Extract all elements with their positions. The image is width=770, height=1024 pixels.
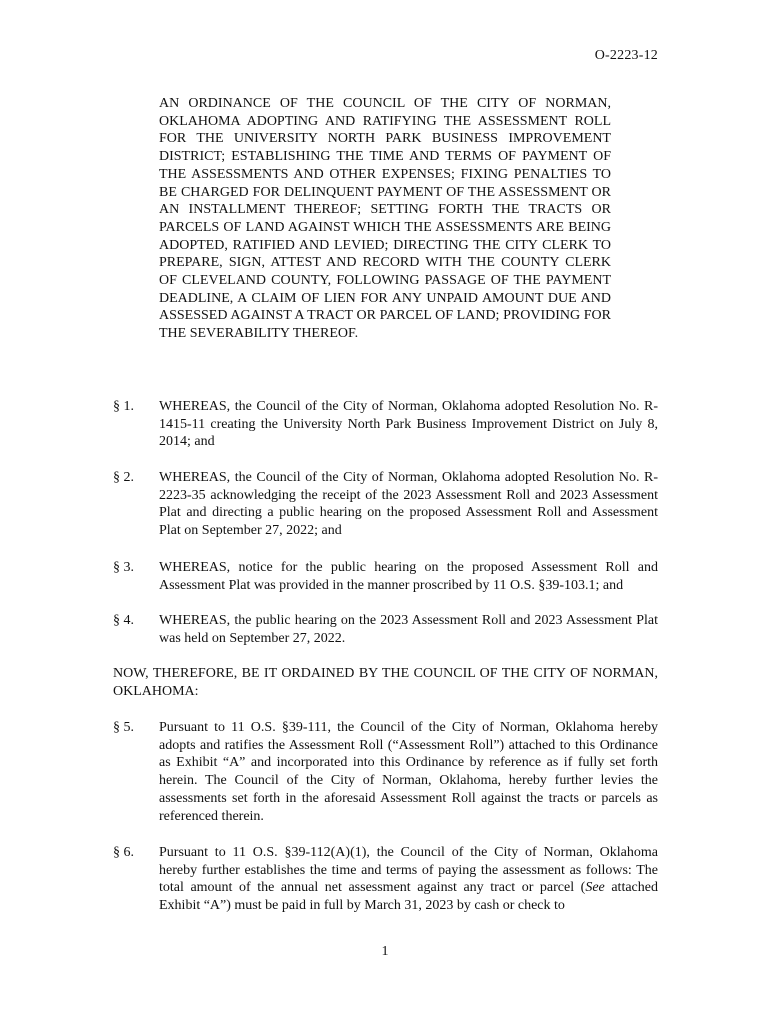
section-number: § 3. — [113, 560, 134, 575]
section-text: Pursuant to 11 O.S. §39-111, the Council of the City of Norman, Oklahoma hereby adopts and ratifies the Assessment Roll (“Assessment Roll”) attached to this Ordinance as Exhibit “A” and incorporated into this Ordinance by reference as if fully set forth herein. The Council of the City of Norman, Oklahoma, hereby further levies the assessments set forth in the aforesaid Assessment Roll against the tracts or parcels as referenced therein. — [159, 720, 658, 824]
section-text: WHEREAS, the Council of the City of Norman, Oklahoma adopted Resolution No. R-1415-11 creating the University North Park Business Improvement District on July 8, 2014; and — [159, 399, 658, 450]
page-number-text: 1 — [381, 944, 389, 959]
ordinance-number: O-2223-12 — [594, 48, 658, 63]
section-text-part: Pursuant to 11 O.S. §39-112(A)(1), the Council of the City of Norman, Oklahoma hereby further establishes the time and terms of paying the assessment as follows: The total amount of the annual net assessment against any tract or parcel ( — [159, 845, 658, 896]
section-6 — [113, 844, 658, 915]
section-2 — [113, 469, 658, 540]
section-4 — [113, 612, 658, 647]
section-number: § 2. — [113, 470, 134, 485]
section-text: WHEREAS, notice for the public hearing on the proposed Assessment Roll and Assessment Plat was provided in the manner proscribed by 11 O.S. §39-103.1; and — [159, 560, 658, 593]
ordinance-title: AN ORDINANCE OF THE COUNCIL OF THE CITY OF NORMAN, OKLAHOMA ADOPTING AND RATIFYING THE ASSESSMENT ROLL FOR THE UNIVERSITY NORTH PARK BUSINESS IMPROVEMENT DISTRICT; ESTABLISHING THE TIME AND TERMS OF PAYMENT OF THE ASSESSMENTS AND OTHER EXPENSES; FIXING PENALTIES TO BE CHARGED FOR DELINQUENT PAYMENT OF THE ASSESSMENT OR AN INSTALLMENT THEREOF; SETTING FORTH THE TRACTS OR PARCELS OF LAND AGAINST WHICH THE ASSESSMENTS ARE BEING ADOPTED, RATIFIED AND LEVIED; DIRECTING THE CITY CLERK TO PREPARE, SIGN, ATTEST AND RECORD WITH THE COUNTY CLERK OF CLEVELAND COUNTY, FOLLOWING PASSAGE OF THE PAYMENT DEADLINE, A CLAIM OF LIEN FOR ANY UNPAID AMOUNT DUE AND ASSESSED AGAINST A TRACT OR PARCEL OF LAND; PROVIDING FOR THE SEVERABILITY THEREOF. — [159, 96, 611, 342]
section-number: § 5. — [113, 720, 134, 735]
enacting-clause: NOW, THEREFORE, BE IT ORDAINED BY THE COUNCIL OF THE CITY OF NORMAN, OKLAHOMA: — [113, 666, 658, 699]
section-3 — [113, 559, 658, 594]
section-text: WHEREAS, the Council of the City of Norman, Oklahoma adopted Resolution No. R-2223-35 acknowledging the receipt of the 2023 Assessment Roll and 2023 Assessment Plat and directing a public hearing on the proposed Assessment Roll and Assessment Plat on September 27, 2022; and — [159, 470, 658, 539]
section-1 — [113, 398, 658, 451]
section-text-italic: See — [585, 880, 605, 896]
section-text — [159, 844, 658, 915]
section-number: § 4. — [113, 613, 134, 628]
section-text: WHEREAS, the public hearing on the 2023 Assessment Roll and 2023 Assessment Plat was held on September 27, 2022. — [159, 613, 658, 646]
section-5 — [113, 719, 658, 825]
page-number — [0, 944, 770, 960]
section-number: § 1. — [113, 399, 134, 414]
section-text-part: attached Exhibit “A”) must be paid in full by March 31, 2023 by cash or check to — [159, 880, 658, 914]
section-number: § 6. — [113, 845, 134, 860]
